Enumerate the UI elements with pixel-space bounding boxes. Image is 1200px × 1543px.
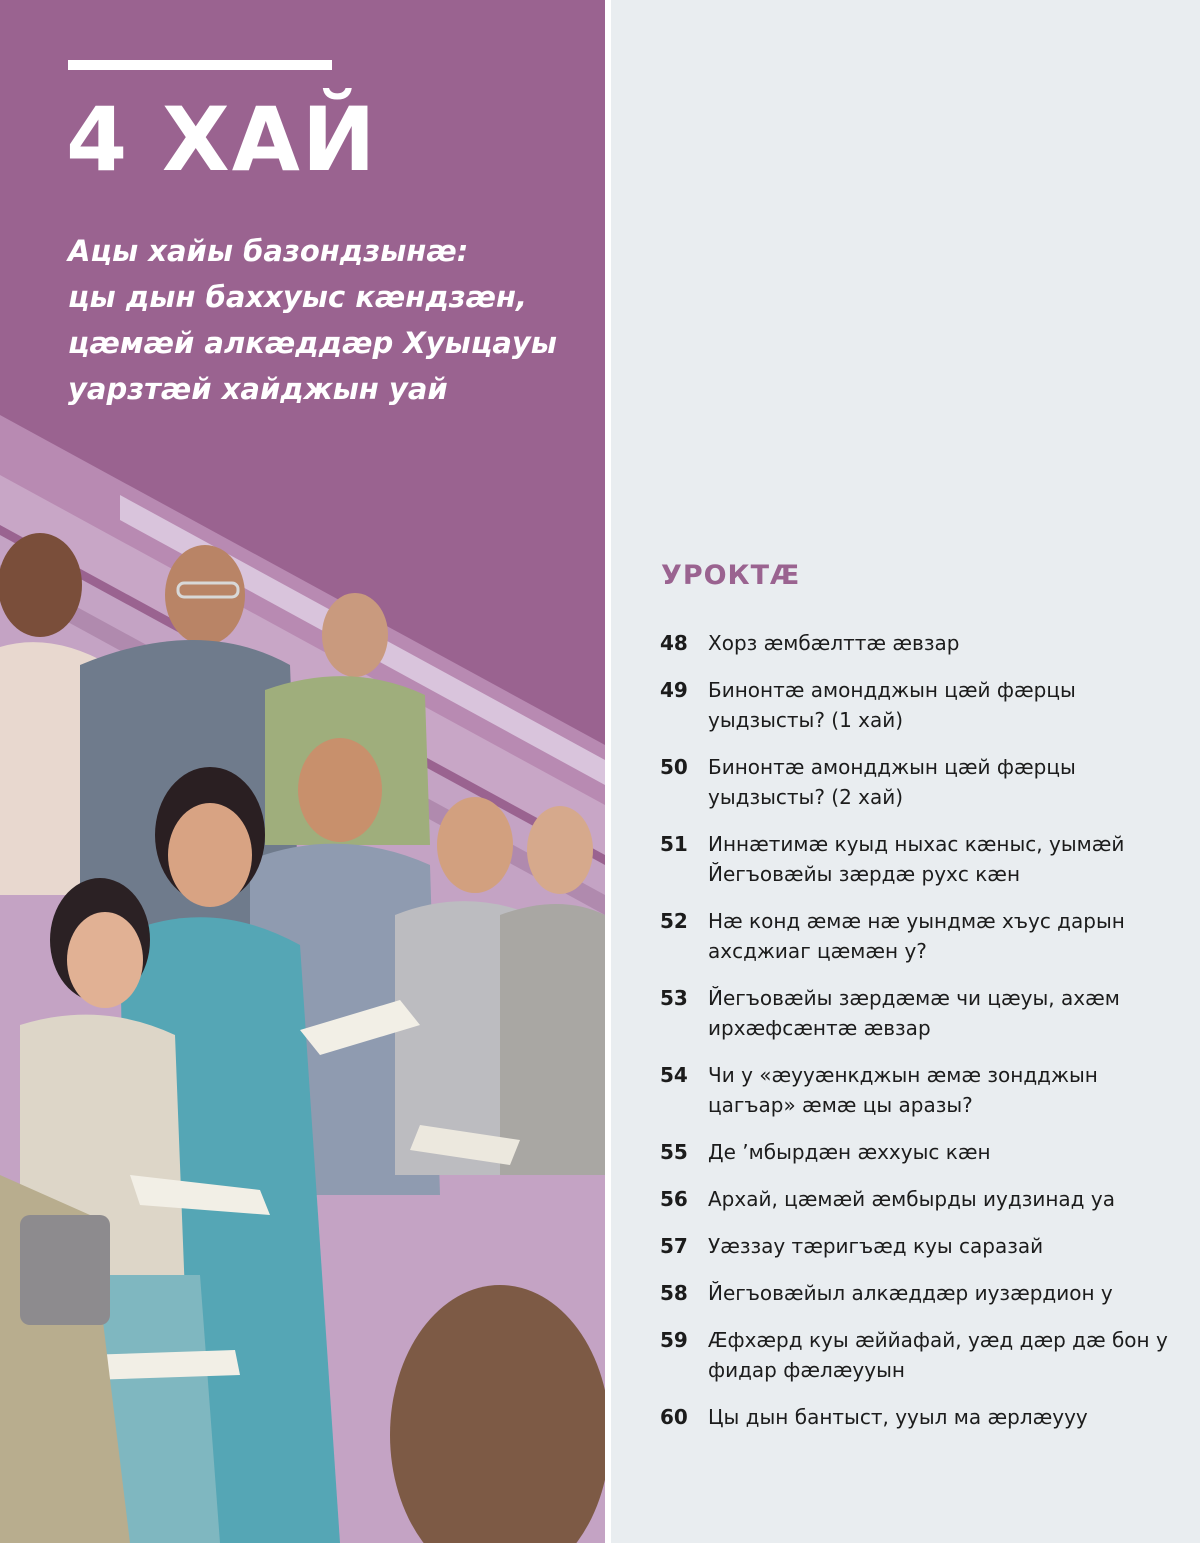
- lessons-list: [660, 628, 1180, 1449]
- lesson-number: 48: [660, 631, 688, 655]
- lesson-number: 59: [660, 1328, 688, 1352]
- lesson-item[interactable]: [660, 983, 1180, 1043]
- subtitle-line: цæмæй алкæддæр Хуыцауы: [68, 326, 558, 360]
- subtitle-line: Ацы хайы базондзынæ:: [68, 234, 469, 268]
- lesson-title: Архай, цæмæй æмбырды иудзинад уа: [708, 1187, 1115, 1211]
- lesson-title: Хорз æмбæлттæ æвзар: [708, 631, 960, 655]
- lessons-heading: УРОКТÆ: [661, 560, 801, 591]
- lesson-number: 57: [660, 1234, 688, 1258]
- subtitle-line: уарзтæй хайджын уай: [68, 372, 448, 406]
- lesson-number: 60: [660, 1405, 688, 1429]
- lesson-number: 53: [660, 986, 688, 1010]
- lesson-title: Нæ конд æмæ нæ уындмæ хъус дарын ахсджиаг цæмæн у?: [708, 909, 1125, 963]
- lesson-number: 52: [660, 909, 688, 933]
- lesson-title: Бинонтæ амондджын цæй фæрцы уыдзысты? (2 хай): [708, 755, 1076, 809]
- lesson-title: Чи у «æууæнкджын æмæ зондджын цагъар» æмæ цы аразы?: [708, 1063, 1098, 1117]
- lesson-title: Де ’мбырдæн æххуыс кæн: [708, 1140, 991, 1164]
- lesson-title: Уæззау тæригъæд куы саразай: [708, 1234, 1044, 1258]
- lesson-title: Йегъовæйыл алкæддæр иузæрдион у: [708, 1281, 1113, 1305]
- subtitle-line: цы дын баххуыс кæндзæн,: [68, 280, 528, 314]
- lesson-number: 55: [660, 1140, 688, 1164]
- lesson-number: 54: [660, 1063, 688, 1087]
- lesson-item[interactable]: [660, 752, 1180, 812]
- lesson-number: 49: [660, 678, 688, 702]
- congregation-illustration: [0, 415, 605, 1543]
- lesson-title: Цы дын бантыст, ууыл ма æрлæууу: [708, 1405, 1088, 1429]
- lesson-item[interactable]: [660, 1278, 1180, 1308]
- lesson-item[interactable]: [660, 628, 1180, 658]
- lesson-item[interactable]: [660, 1325, 1180, 1385]
- lesson-number: 58: [660, 1281, 688, 1305]
- lesson-item[interactable]: [660, 1184, 1180, 1214]
- lesson-title: Æфхæрд куы æййафай, уæд дæр дæ бон у фидар фæлæууын: [708, 1328, 1168, 1382]
- lesson-item[interactable]: [660, 675, 1180, 735]
- lesson-item[interactable]: [660, 1137, 1180, 1167]
- lesson-item[interactable]: [660, 829, 1180, 889]
- lesson-item[interactable]: [660, 906, 1180, 966]
- lesson-number: 50: [660, 755, 688, 779]
- lesson-title: Йегъовæйы зæрдæмæ чи цæуы, ахæм ирхæфсæнтæ æвзар: [708, 986, 1120, 1040]
- part-subtitle: [68, 228, 588, 412]
- lesson-item[interactable]: [660, 1402, 1180, 1432]
- lesson-number: 51: [660, 832, 688, 856]
- lesson-number: 56: [660, 1187, 688, 1211]
- lesson-title: Иннæтимæ куыд ныхас кæныс, уымæй Йегъовæйы зæрдæ рухс кæн: [708, 832, 1125, 886]
- lesson-item[interactable]: [660, 1231, 1180, 1261]
- part-title: 4 ХАЙ: [66, 88, 378, 191]
- title-rule: [68, 60, 332, 70]
- lesson-item[interactable]: [660, 1060, 1180, 1120]
- lesson-title: Бинонтæ амондджын цæй фæрцы уыдзысты? (1 хай): [708, 678, 1076, 732]
